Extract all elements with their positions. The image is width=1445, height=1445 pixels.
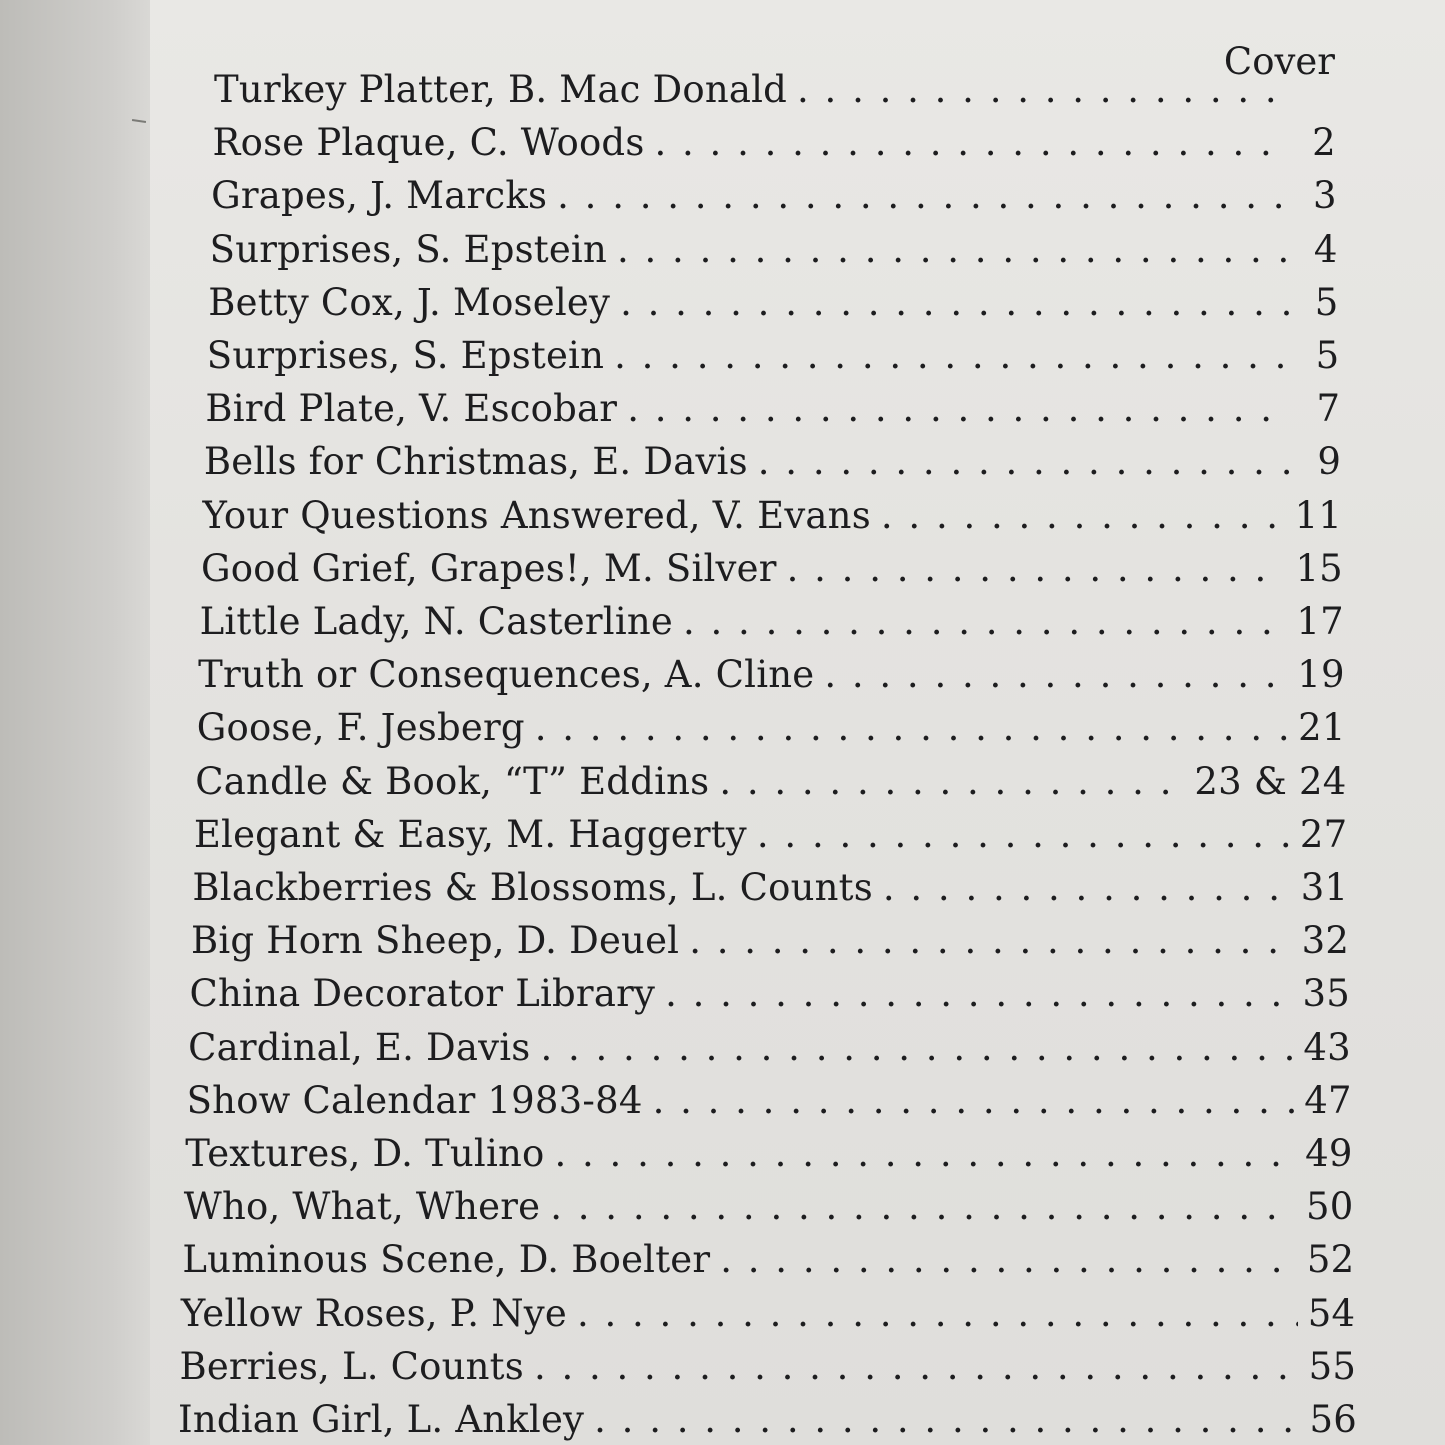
- toc-leader-dots: [689, 919, 1291, 962]
- toc-entry: [208, 281, 1338, 324]
- toc-entry: [192, 866, 1348, 909]
- toc-entry-page: 32: [1301, 919, 1350, 963]
- toc-entry-page: 4: [1313, 227, 1338, 271]
- toc-entry: [184, 1185, 1354, 1228]
- toc-entry: [205, 387, 1340, 430]
- toc-leader-dots: [555, 1132, 1296, 1175]
- toc-leader-dots: [757, 813, 1290, 856]
- toc-leader-dots: [535, 706, 1288, 749]
- binding-shadow: [0, 0, 160, 1445]
- toc-leader-dots: [617, 228, 1288, 271]
- toc-entry-page: 7: [1316, 387, 1341, 431]
- toc-leader-dots: [683, 600, 1286, 643]
- toc-entry-page: 9: [1317, 440, 1342, 484]
- toc-entry: [187, 1079, 1352, 1122]
- toc-entry-page: 3: [1313, 174, 1337, 218]
- toc-entry-page: 31: [1300, 866, 1349, 909]
- toc-entry-title: Grapes, J. Marcks: [211, 174, 548, 218]
- toc-leader-dots: [719, 760, 1184, 803]
- toc-entry-title: Show Calendar 1983-84: [186, 1078, 643, 1122]
- toc-entry: [210, 228, 1338, 271]
- toc-entry-title: Little Lady, N. Casterline: [199, 600, 673, 643]
- toc-entry: [204, 440, 1341, 483]
- toc-leader-dots: [577, 1292, 1298, 1335]
- toc-leader-dots: [627, 387, 1290, 430]
- toc-entry-page: 55: [1308, 1344, 1357, 1388]
- toc-entry-title: Your Questions Answered, V. Evans: [202, 493, 871, 537]
- toc-leader-dots: [787, 547, 1286, 590]
- toc-entry-page: 54: [1307, 1291, 1356, 1335]
- toc-entry: [181, 1292, 1355, 1335]
- toc-entry-title: Big Horn Sheep, D. Deuel: [190, 919, 680, 963]
- toc-entry: [214, 68, 1335, 111]
- toc-entry: [197, 706, 1346, 749]
- toc-entry-page: 5: [1315, 334, 1340, 377]
- toc-entry-title: Bird Plate, V. Escobar: [205, 387, 618, 431]
- toc-entry-title: Truth or Consequences, A. Cline: [198, 653, 815, 697]
- toc-entry-title: Yellow Roses, P. Nye: [180, 1291, 567, 1335]
- toc-leader-dots: [534, 1345, 1299, 1388]
- toc-entry: [185, 1132, 1352, 1175]
- toc-entry-page: 35: [1302, 972, 1350, 1016]
- toc-leader-dots: [797, 68, 1285, 111]
- toc-entry-title: Textures, D. Tulino: [185, 1132, 545, 1175]
- toc-entry-page: 52: [1306, 1238, 1355, 1282]
- toc-entry-title: Indian Girl, L. Ankley: [178, 1398, 585, 1441]
- toc-entry-page: 49: [1305, 1132, 1353, 1175]
- toc-entry-title: Surprises, S. Epstein: [206, 334, 605, 377]
- toc-entry-title: China Decorator Library: [189, 972, 656, 1016]
- toc-entry-page: 2: [1312, 121, 1336, 165]
- toc-leader-dots: [540, 1026, 1293, 1069]
- toc-entry: [188, 1026, 1351, 1069]
- toc-entry: [195, 760, 1346, 803]
- toc-leader-dots: [720, 1238, 1297, 1281]
- toc-entry: [198, 653, 1345, 696]
- toc-leader-dots: [824, 653, 1287, 696]
- toc-entry-title: Goose, F. Jesberg: [196, 706, 525, 750]
- toc-entry: [178, 1398, 1357, 1441]
- toc-entry: [194, 813, 1348, 856]
- toc-entry-page: 21: [1298, 706, 1346, 750]
- toc-entry: [211, 174, 1337, 217]
- toc-cover-label: Cover: [1223, 40, 1335, 83]
- toc-entry: [201, 547, 1343, 590]
- toc-leader-dots: [557, 174, 1287, 217]
- toc-leader-dots: [620, 281, 1288, 324]
- toc-entry-title: Blackberries & Blossoms, L. Counts: [192, 866, 873, 909]
- toc-entry-page: 43: [1303, 1025, 1351, 1069]
- toc-entry-page: 15: [1295, 546, 1343, 590]
- toc-entry: [182, 1238, 1354, 1281]
- toc-entry-title: Who, What, Where: [183, 1185, 541, 1229]
- toc-leader-dots: [883, 866, 1291, 909]
- toc-leader-dots: [550, 1185, 1296, 1228]
- toc-entry-page: 47: [1304, 1078, 1352, 1122]
- toc-leader-dots: [653, 1079, 1295, 1122]
- toc-entry-title: Berries, L. Counts: [179, 1344, 524, 1388]
- toc-leader-dots: [594, 1398, 1299, 1441]
- toc-entry-title: Candle & Book, “T” Eddins: [195, 759, 710, 803]
- toc-entry-page: 56: [1309, 1398, 1357, 1441]
- toc-entry: [190, 972, 1350, 1015]
- toc-leader-dots: [881, 494, 1285, 537]
- toc-entry-title: Turkey Platter, B. Mac Donald: [214, 68, 788, 111]
- toc-entry-page: 50: [1306, 1185, 1354, 1229]
- toc-entry-title: Luminous Scene, D. Boelter: [182, 1238, 711, 1282]
- toc-entry-page: 17: [1296, 600, 1344, 643]
- toc-entry: [213, 121, 1336, 164]
- toc-leader-dots: [655, 121, 1286, 164]
- toc-leader-dots: [758, 440, 1291, 483]
- toc-entry: [202, 494, 1342, 537]
- toc-entry-title: Cardinal, E. Davis: [188, 1025, 531, 1069]
- toc-entry-title: Elegant & Easy, M. Haggerty: [193, 812, 747, 856]
- toc-entry: [207, 334, 1340, 377]
- toc-entry-page: 11: [1294, 493, 1343, 537]
- toc-entry-page: 23 & 24: [1194, 759, 1347, 803]
- toc-entry-page: 5: [1314, 280, 1339, 324]
- toc-entry: [179, 1345, 1356, 1388]
- toc-entry: [200, 600, 1344, 643]
- toc-entry-page: 27: [1299, 812, 1348, 856]
- toc-entry-title: Bells for Christmas, E. Davis: [203, 440, 748, 484]
- toc-entry: [191, 919, 1349, 962]
- toc-entry-title: Surprises, S. Epstein: [209, 227, 607, 271]
- toc-entry-title: Rose Plaque, C. Woods: [212, 121, 645, 165]
- toc-entry-page: 19: [1297, 653, 1345, 697]
- toc-leader-dots: [665, 972, 1292, 1015]
- toc-entry-title: Betty Cox, J. Moseley: [208, 280, 611, 324]
- toc-leader-dots: [614, 334, 1289, 377]
- toc-entry-title: Good Grief, Grapes!, M. Silver: [201, 546, 777, 590]
